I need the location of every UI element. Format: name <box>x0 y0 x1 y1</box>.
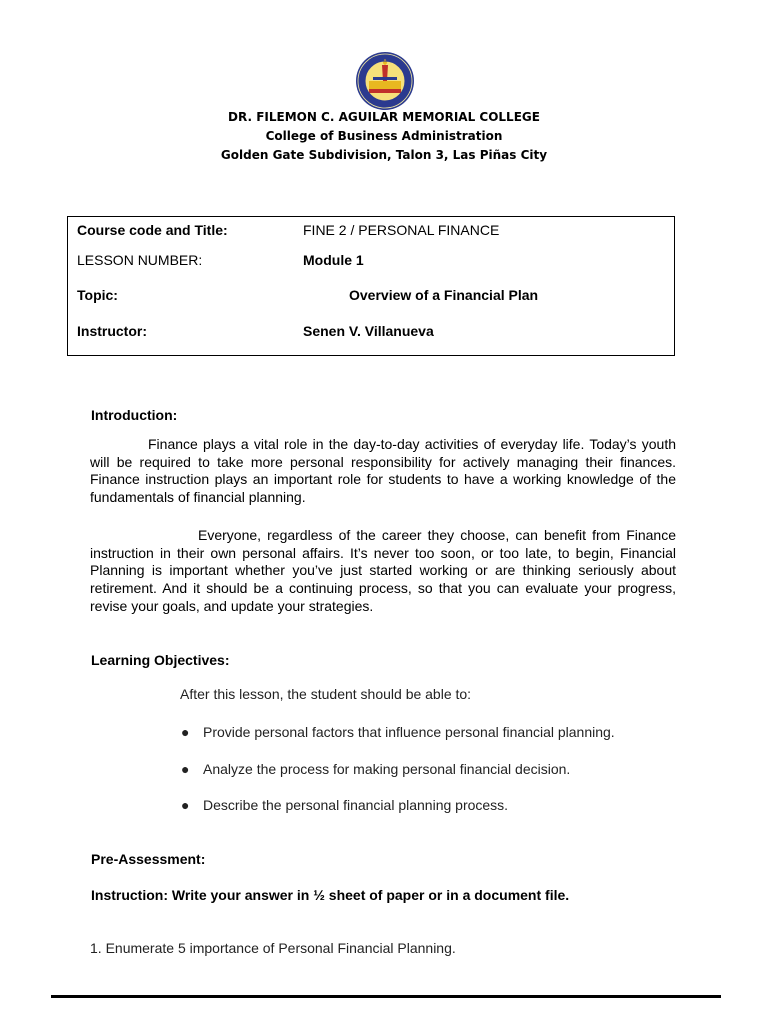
introduction-paragraph-2: Everyone, regardless of the career they choose, can benefit from Finance instruction in their own personal affairs. It’s never too soon, or too late, to begin, Financial Planning is important whether you’ve just started working or are thinking seriously about retirement. And it should be a continuing process, so that you can evaluate your progress, revise your goals, and update your strategies. <box>90 527 676 614</box>
college-header <box>0 108 768 165</box>
topic-label: Topic: <box>77 287 118 303</box>
introduction-heading: Introduction: <box>91 407 178 423</box>
course-info-box <box>67 216 675 356</box>
college-name: DR. FILEMON C. AGUILAR MEMORIAL COLLEGE <box>228 110 540 124</box>
introduction-paragraph-1: Finance plays a vital role in the day-to-day activities of everyday life. Today’s youth will be required to take more personal responsibility for actively managing their finances. Finance instruction plays an important role for students to have a working knowledge of the fundamentals of financial planning. <box>90 436 676 506</box>
bullet-dot-icon: ● <box>181 761 190 777</box>
objective-text: Describe the personal financial planning process. <box>203 797 509 813</box>
bullet-dot-icon: ● <box>181 724 190 740</box>
instructor-label: Instructor: <box>77 323 147 339</box>
bullet-dot-icon: ● <box>181 797 190 813</box>
objective-item <box>181 724 615 740</box>
objective-text: Provide personal factors that influence personal financial planning. <box>203 724 615 740</box>
question-1: 1. Enumerate 5 importance of Personal Financial Planning. <box>90 940 456 956</box>
course-value: FINE 2 / PERSONAL FINANCE <box>303 222 500 238</box>
footer-rule <box>51 995 721 998</box>
department-name: College of Business Administration <box>265 129 503 143</box>
instructor-value: Senen V. Villanueva <box>303 323 434 339</box>
objectives-intro: After this lesson, the student should be able to: <box>180 686 472 702</box>
course-label: Course code and Title: <box>77 222 228 238</box>
objective-text: Analyze the process for making personal financial decision. <box>203 761 571 777</box>
pre-assessment-heading: Pre-Assessment: <box>91 851 206 867</box>
topic-value: Overview of a Financial Plan <box>349 287 539 303</box>
objective-item <box>181 797 508 813</box>
objectives-heading: Learning Objectives: <box>91 652 230 668</box>
pre-assessment-instruction: Instruction: Write your answer in ½ sheet of paper or in a document file. <box>91 887 570 903</box>
objective-item <box>181 761 570 777</box>
lesson-label: LESSON NUMBER: <box>77 252 203 268</box>
lesson-value: Module 1 <box>303 252 364 268</box>
college-address: Golden Gate Subdivision, Talon 3, Las Piñas City <box>220 148 548 162</box>
college-seal-icon <box>355 51 415 111</box>
